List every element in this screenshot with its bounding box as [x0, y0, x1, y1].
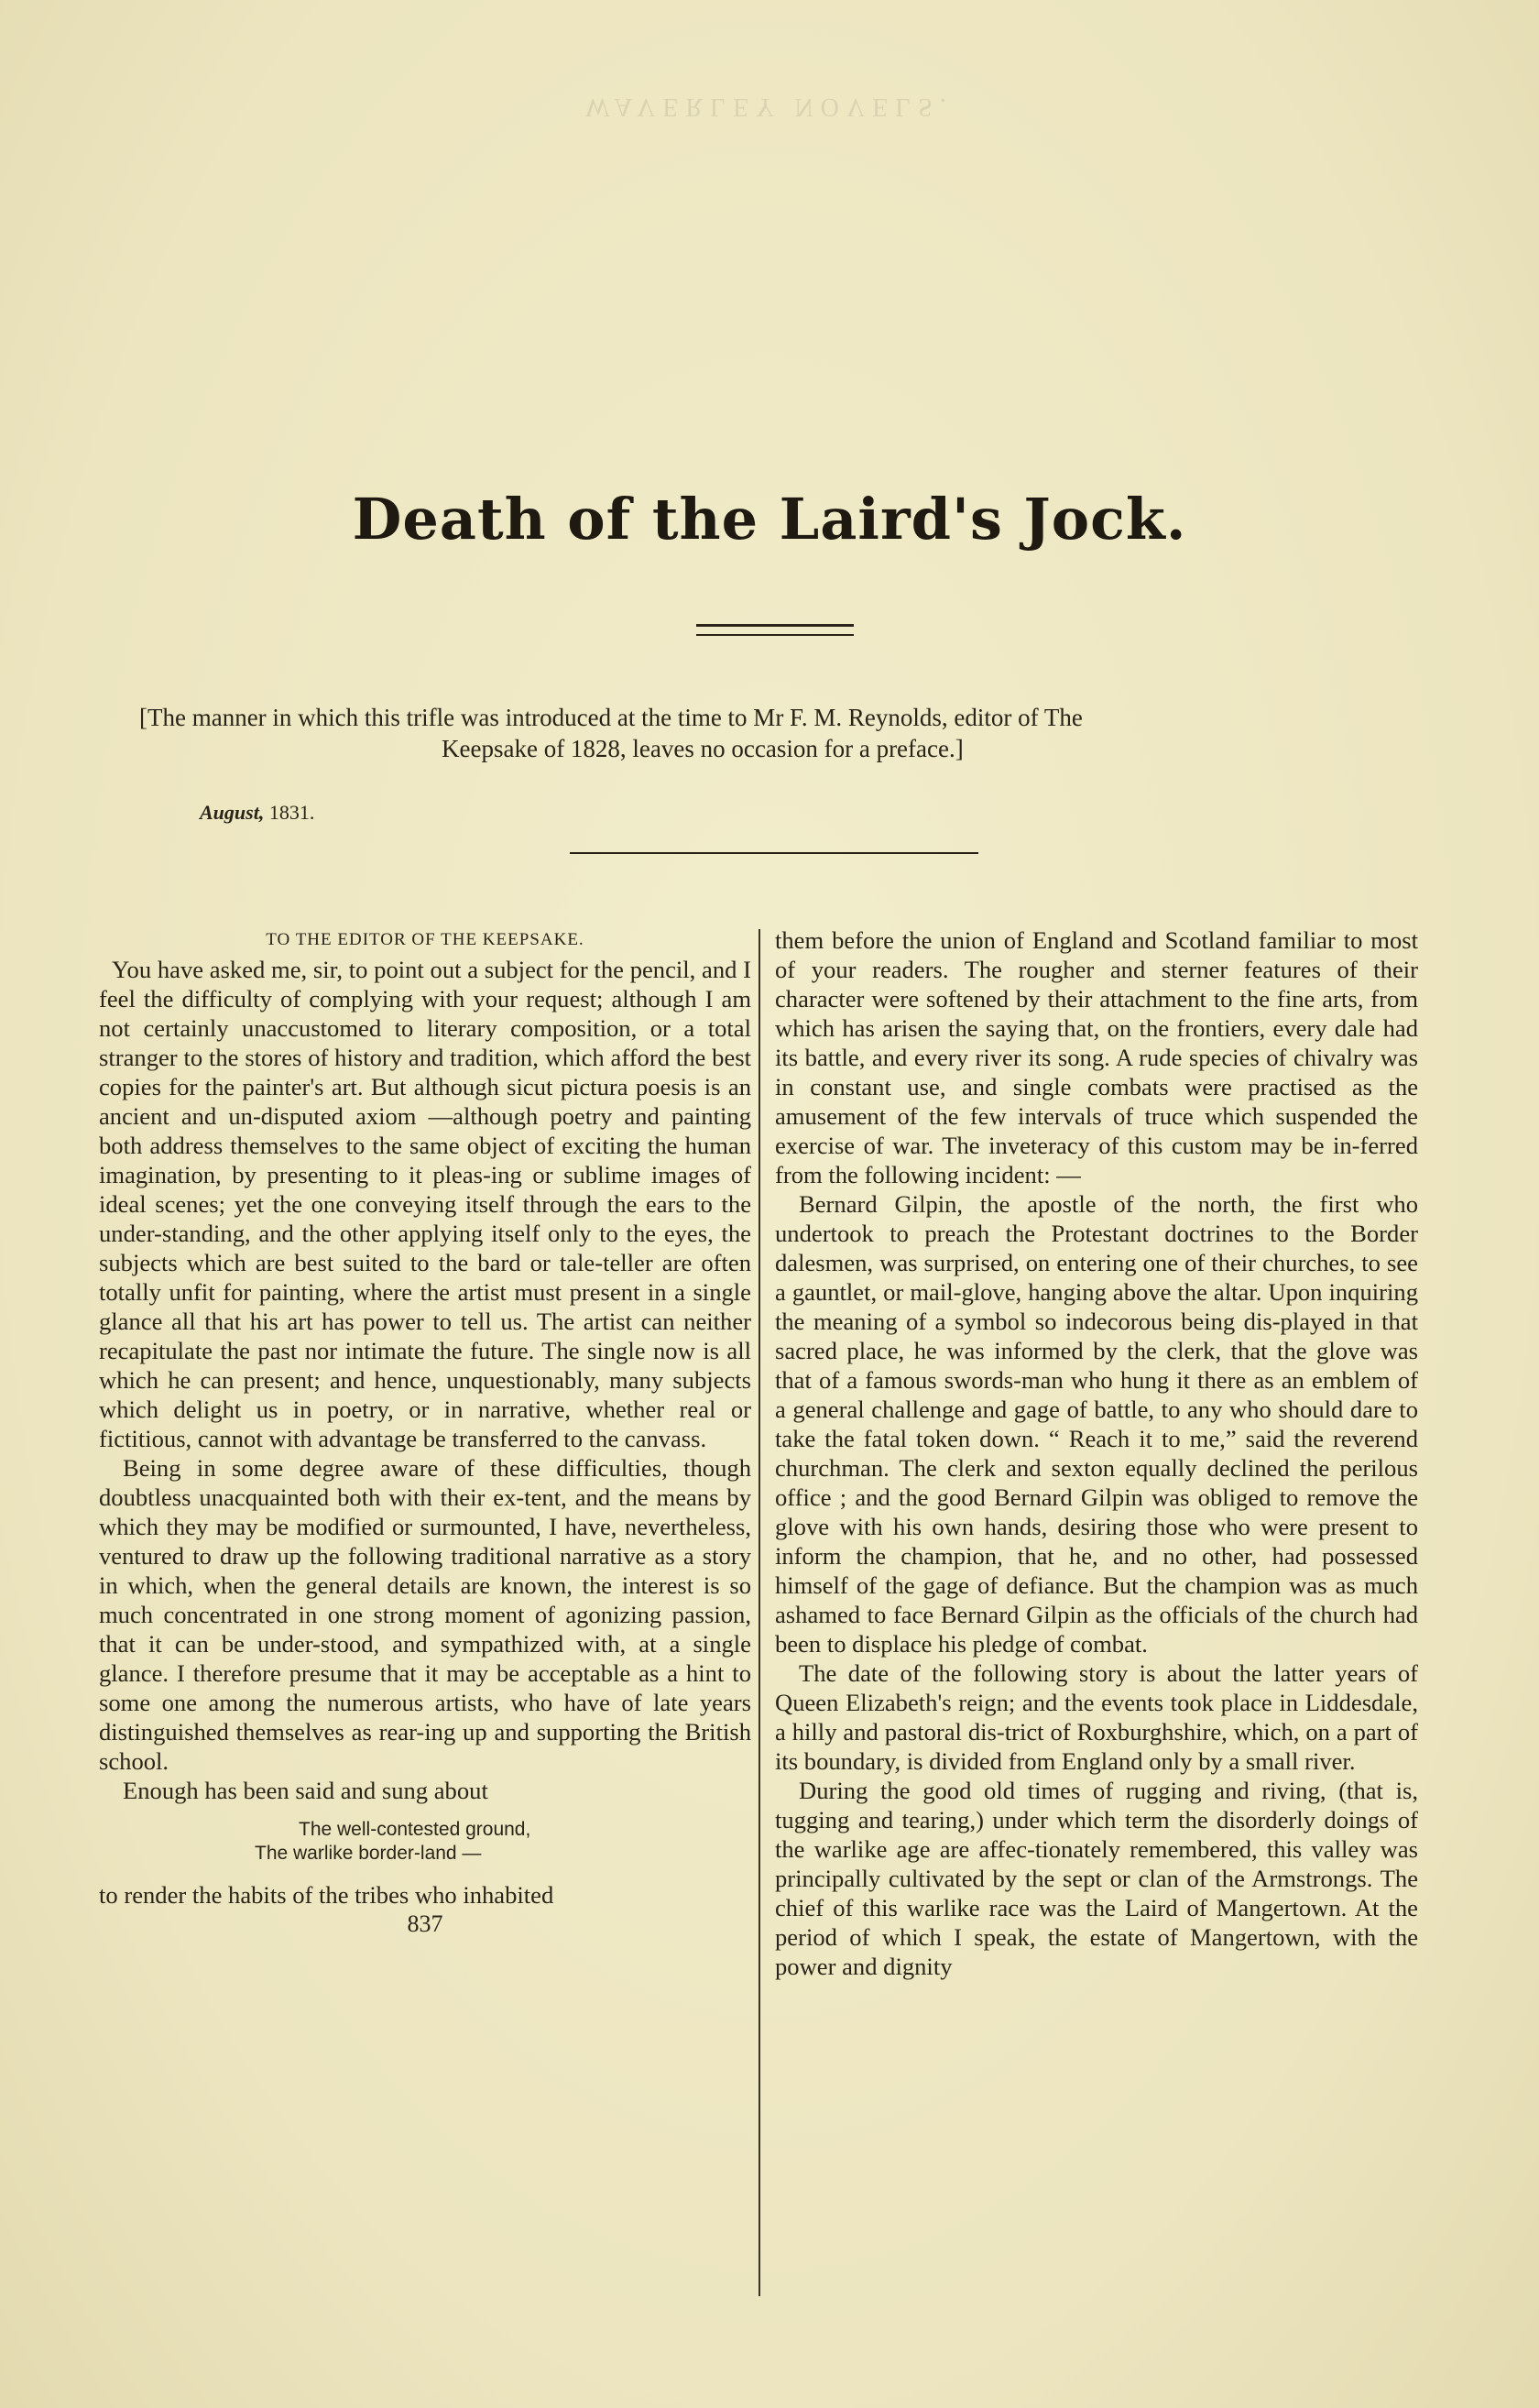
- left-para-3: Enough has been said and sung about: [123, 1777, 488, 1804]
- column-divider: [759, 929, 760, 2296]
- verse-line-1: The well-contested ground,: [299, 1819, 531, 1840]
- right-para-2-text: Bernard Gilpin, the apostle of the north, the first who undertook to preach the Protestant doctrines to the Border dalesmen, was surprised, on entering one of their churches, to see a gauntlet, or mail-glove, hanging above the altar. Upon inquiring the meaning of a symbol so indecorous being dis-played in that sacred place, he was informed by the clerk, that the glove was that of a famous swords-man who hung it there as an emblem of a general challenge and gage of battle, to any who should dare to take the fatal token down. “ Reach it to me,” said the reverend churchman. The clerk and sexton equally declined the perilous office ; and the good Bernard Gilpin was obliged to remove the glove with his own hands, desiring those who were present to inform the champion, that he, and no other, had possessed himself of the gage of defiance. But the champion was as much ashamed to face Bernard Gilpin as the officials of the church had been to displace his pledge of combat.: [775, 1190, 1418, 1658]
- preface-date: [200, 801, 314, 825]
- page-number: 837: [407, 1910, 443, 1937]
- date-year: 1831.: [268, 801, 315, 824]
- left-column: [99, 925, 751, 1939]
- preface-line-1: [The manner in which this trifle was introduced at the time to Mr F. M. Reynolds, editor of The: [139, 704, 1083, 731]
- left-para-2-text: Being in some degree aware of these difficulties, though doubtless unacquainted both with their ex-tent, and the means by which they may be modified or surmounted, I have, nevertheless, ventured to draw up the following traditional narrative as a story in which, when the general details are known, the interest is so much concentrated in one strong moment of agonizing passion, that it can be under-stood, and sympathized with, at a single glance. I therefore presume that it may be acceptable as a hint to some one among the numerous artists, who have of late years distinguished themselves as rear-ing up and supporting the British school.: [99, 1454, 751, 1775]
- right-para-4-text: During the good old times of rugging and riving, (that is, tugging and tearing,) under which term the disorderly doings of the warlike age are affec-tionately remembered, this valley was principally cultivated by the sept or clan of the Armstrongs. The chief of this warlike race was the Laird of Mangertown. At the period of which I speak, the estate of Mangertown, with the power and dignity: [775, 1777, 1418, 1980]
- left-para-1-text: You have asked me, sir, to point out a subject for the pencil, and I feel the difficulty of complying with your request; although I am not certainly unaccustomed to literary composition, or a total stranger to the stores of history and tradition, which afford the best copies for the painter's art. But although sicut pictura poesis is an ancient and un-disputed axiom —although poetry and painting both address themselves to the same object of exciting the human imagination, by presenting to it pleas-ing or sublime images of ideal scenes; yet the one conveying itself through the ears to the under-standing, and the other applying itself only to the eyes, the subjects which are best suited to the bard or tale-teller are often totally unfit for painting, where the artist must present in a single glance all that his art has power to tell us. The artist can neither recapitulate the past nor intimate the future. The single now is all which he can present; and hence, unquestionably, many subjects which delight us in poetry, or in narrative, whether real or fictitious, cannot with advantage be transferred to the canvass.: [99, 956, 751, 1452]
- right-para-3-text: The date of the following story is about the latter years of Queen Elizabeth's reign; and the events took place in Liddesdale, a hilly and pastoral dis-trict of Roxburghshire, which, on a part of its boundary, is divided from England only by a small river.: [775, 1659, 1418, 1775]
- section-rule: [570, 852, 978, 854]
- title-double-rule: [696, 624, 854, 636]
- right-para-4: [775, 1776, 1418, 1981]
- preface-note: [139, 702, 1385, 764]
- verse-quote: [99, 1818, 751, 1866]
- faint-running-head: WAVERLEY NOVELS.: [585, 93, 954, 121]
- left-para-1: [99, 955, 751, 1453]
- verse-line-2: The warlike border-land —: [255, 1843, 482, 1864]
- left-para-2: [99, 1453, 751, 1776]
- right-para-3: [775, 1658, 1418, 1776]
- date-month: August,: [200, 801, 265, 824]
- right-column: [775, 925, 1418, 1981]
- right-para-1-text: them before the union of England and Scotland familiar to most of your readers. The rougher and sterner features of their character were softened by their attachment to the fine arts, from which has arisen the saying that, on the frontiers, every dale had its battle, and every river its song. A rude species of chivalry was in constant use, and single combats were practised as the amusement of the few intervals of truce which suspended the exercise of war. The inveteracy of this custom may be in-ferred from the following incident: —: [775, 926, 1418, 1188]
- right-para-1: [775, 925, 1418, 1189]
- chapter-title: Death of the Laird's Jock.: [352, 486, 1187, 553]
- right-para-2: [775, 1189, 1418, 1658]
- preface-line-2: Keepsake of 1828, leaves no occasion for a preface.]: [442, 735, 964, 762]
- left-para-3-continued: to render the habits of the tribes who inhabited: [99, 1881, 554, 1909]
- letter-heading: TO THE EDITOR OF THE KEEPSAKE.: [266, 930, 584, 949]
